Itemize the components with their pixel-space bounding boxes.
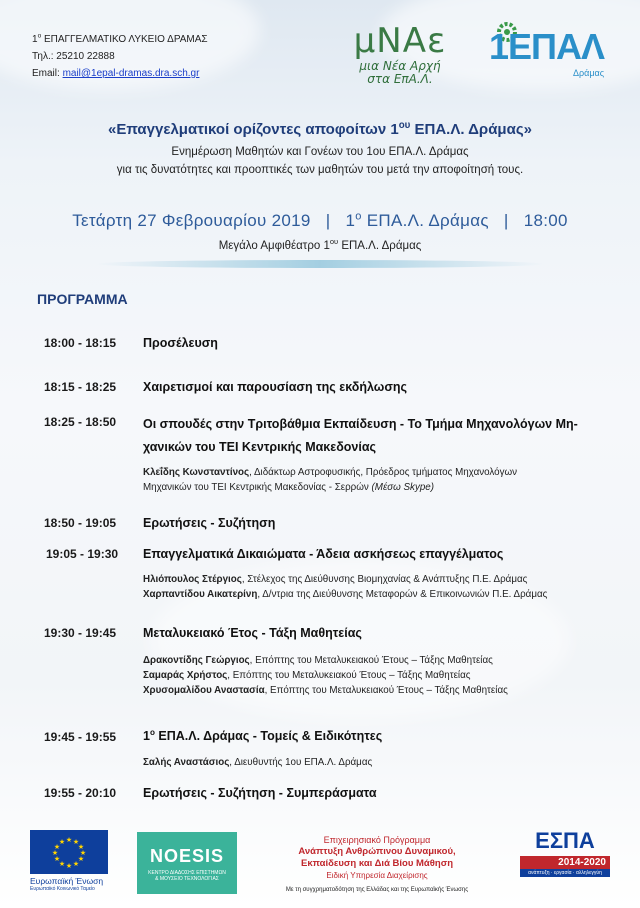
program-item-title: Ερωτήσεις - Συζήτηση	[143, 516, 276, 530]
program-item-title: $1^o$ ΕΠΑ.Λ. Δράμας - Τομείς & Ειδικότητες	[143, 727, 383, 743]
program-item-title-cont: χανικών του ΤΕΙ Κεντρικής Μακεδονίας	[143, 440, 377, 454]
svg-text:★: ★	[77, 843, 85, 851]
venue: Μεγάλο Αμφιθέατρο $1^{o\upsilon}$ ΕΠΑ.Λ. Δράμας	[218, 237, 422, 252]
speaker-detail: Ηλιόπουλος Στέργιος, Στέλεχος της Διεύθυνσης Βιομηχανίας & Ανάπτυξης Π.Ε. Δράμας Χαρπαντίδου Αικατερίνη, Δ/ντρια της Διεύθυνσης Μεταφορών & Επικοινωνιών Π.Ε. Δράμας	[143, 574, 548, 600]
email-link[interactable]: mail@1epal-dramas.dra.sch.gr	[62, 68, 200, 79]
time-slot: 18:15 - 18:25	[44, 380, 117, 394]
program-item-title: Προσέλευση	[143, 336, 218, 350]
svg-text:★: ★	[53, 855, 61, 863]
operational-program: Επιχειρησιακό Πρόγραμμα Ανάπτυξη Ανθρώπινου Δυναμικού, Εκπαίδευση και Διά Βίου Μάθηση Ειδική Υπηρεσία Διαχείρισης Με τη συγχρηματοδότηση της Ελλάδας και της Ευρωπαϊκής Ένωσης	[285, 835, 469, 893]
noesis-logo: NOESIS ΚΕΝΤΡΟ ΔΙΑΔΟΣΗΣ ΕΠΙΣΤΗΜΩΝ & ΜΟΥΣΕΙΟ ΤΕΧΝΟΛΟΓΙΑΣ	[137, 832, 237, 894]
school-name: $1^o$ ΕΠΑΓΓΕΛΜΑΤΙΚΟ ΛΥΚΕΙΟ ΔΡΑΜΑΣ	[32, 32, 208, 45]
stars-icon	[30, 830, 108, 874]
program-item-title: Οι σπουδές στην Τριτοβάθμια Εκπαίδευση - Το Τμήμα Μηχανολόγων Μη-	[143, 417, 578, 431]
svg-text:★: ★	[51, 849, 59, 857]
speaker-detail: Σαλής Αναστάσιος, Διευθυντής 1ου ΕΠΑ.Λ. Δράμας	[143, 757, 373, 768]
time-slot: 19:55 - 20:10	[44, 786, 117, 800]
program-heading: ΠΡΟΓΡΑΜΜΑ	[37, 291, 128, 307]
program-item-title: Μεταλυκειακό Έτος - Τάξη Μαθητείας	[143, 626, 362, 640]
svg-text:★: ★	[65, 836, 73, 844]
svg-text:★: ★	[77, 855, 85, 863]
espa-logo: ΕΣΠΑ 2014-2020 ανάπτυξη · εργασία · αλληλεγγύη	[520, 828, 610, 894]
eu-flag	[30, 830, 108, 874]
phone: Τηλ.: 25210 22888	[32, 51, 115, 62]
svg-text:★: ★	[58, 838, 66, 846]
time-slot: 18:25 - 18:50	[44, 415, 117, 429]
email-line: Email: mail@1epal-dramas.dra.sch.gr	[32, 68, 200, 79]
svg-text:★: ★	[79, 849, 87, 857]
subtitle-1: Ενημέρωση Μαθητών και Γονέων του 1ου ΕΠΑ.Λ. Δράμας	[171, 146, 469, 158]
program-item-title: Χαιρετισμοί και παρουσίαση της εκδήλωσης	[143, 380, 408, 394]
svg-text:★: ★	[72, 838, 80, 846]
svg-text:★: ★	[53, 843, 61, 851]
brush-divider	[95, 260, 545, 268]
program-item-title: Ερωτήσεις - Συζήτηση - Συμπεράσματα	[143, 786, 377, 800]
svg-text:★: ★	[72, 860, 80, 868]
program-item-title: Επαγγελματικά Δικαιώματα - Άδεια ασκήσεως επαγγέλματος	[143, 547, 504, 561]
epal-logo: 1ΕΠΑΛ Δράμας	[485, 20, 615, 85]
time-slot: 19:30 - 19:45	[44, 626, 117, 640]
time-slot: 19:05 - 19:30	[46, 547, 119, 561]
subtitle-2: για τις δυνατότητες και προοπτικές των μαθητών του μετά την αποφοίτησή τους.	[116, 164, 524, 176]
time-slot: 19:45 - 19:55	[44, 730, 117, 744]
svg-text:★: ★	[65, 862, 73, 870]
time-slot: 18:00 - 18:15	[44, 336, 117, 350]
eu-logo: ★ ★ ★ ★ ★ ★ ★ ★ ★ ★ ★ ★ Ευρωπαϊκή Ένωση Ευρωπαϊκό Κοινωνικό Ταμείο	[30, 830, 110, 894]
event-title: «Επαγγελματικοί ορίζοντες αποφοίτων $1^{o\upsilon}$ ΕΠΑ.Λ. Δράμας»	[108, 120, 532, 138]
speaker-detail: Κλεΐδης Κωνσταντίνος, Διδάκτωρ Αστροφυσικής, Πρόεδρος τμήματος Μηχανολόγων Μηχανικών του ΤΕΙ Κεντρικής Μακεδονίας - Σερρών (Μέσω Skype)	[143, 467, 518, 493]
event-date-line: Τετάρτη 27 Φεβρουαρίου 2019 | $1^o$ ΕΠΑ.Λ. Δράμας | 18:00	[72, 210, 568, 230]
svg-text:★: ★	[58, 860, 66, 868]
mna-logo: μΝΑε μια Νέα Αρχή στα ΕπΑ.Λ.	[353, 21, 447, 86]
speaker-detail: Δρακοντίδης Γεώργιος, Επόπτης του Μεταλυκειακού Έτους – Τάξης Μαθητείας Σαμαράς Χρήστος, Επόπτης του Μεταλυκειακού Έτους – Τάξης Μαθητείας Χρυσομαλίδου Αναστασία, Επόπτης του Μεταλυκειακού Έτους – Τάξης Μαθητείας	[143, 655, 508, 696]
time-slot: 18:50 - 19:05	[44, 516, 117, 530]
